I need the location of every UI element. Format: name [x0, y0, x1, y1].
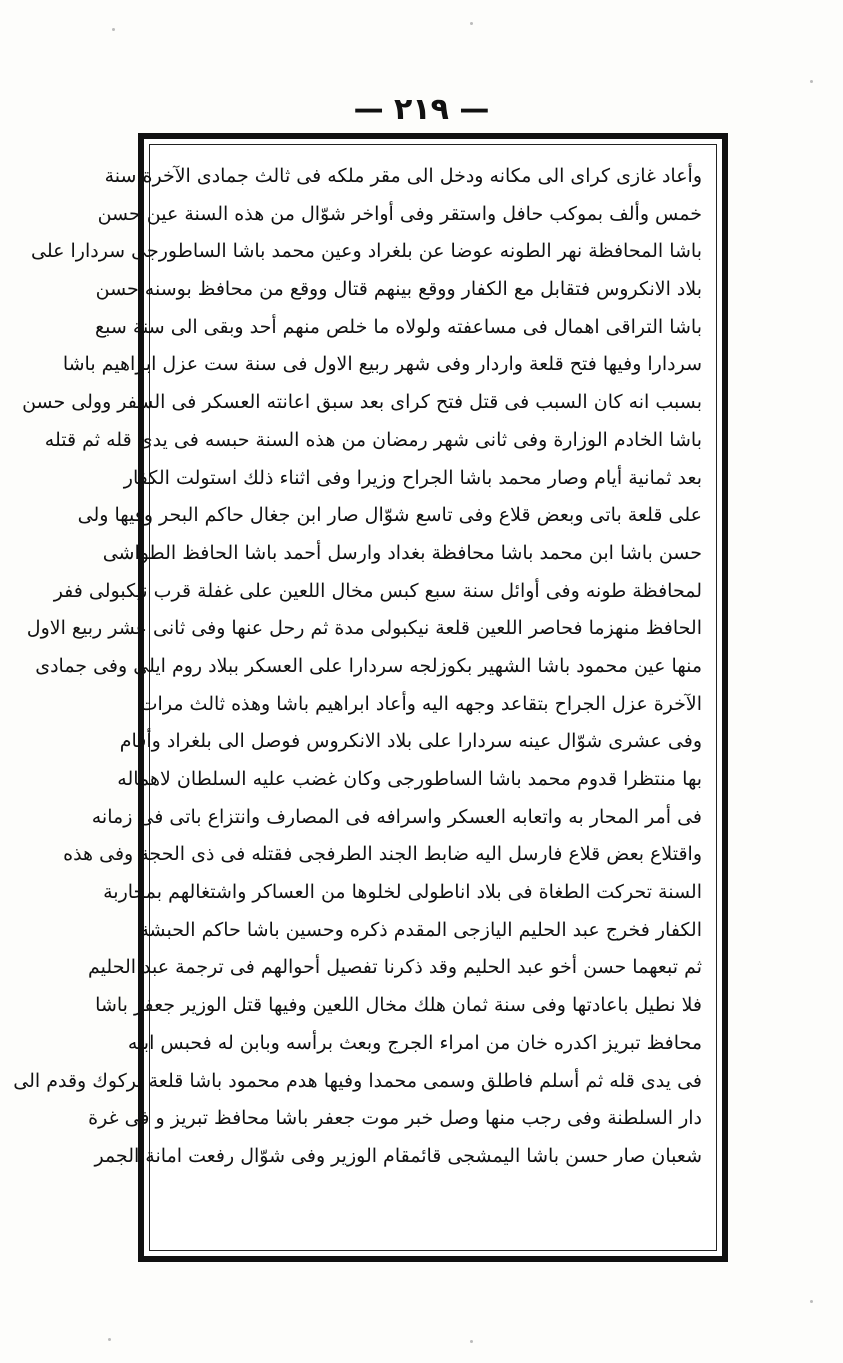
text-line: بسبب انه كان السبب فى قتل فتح كراى بعد سبق اعانته العسكر فى السفر وولى حسن [22, 391, 702, 414]
page-number: — ٢١٩ — [353, 92, 490, 127]
text-line: الحافظ منهزما فحاصر اللعين قلعة نيكبولى مدة ثم رحل عنها وفى ثانى عشر ربيع الاول [26, 617, 702, 640]
text-line: لمحافظة طونه وفى أوائل سنة سبع كبس مخال اللعين على غفلة قرب نيكبولى ففر [53, 579, 702, 602]
text-frame-inner-border [13, 144, 717, 1251]
text-line: منها عين محمود باشا الشهير بكوزلجه سردارا على العسكر ببلاد روم ايلى وفى جمادى [35, 654, 702, 677]
text-line: سردارا وفيها فتح قلعة واردار وفى شهر ربيع الاول فى سنة ست عزل ابراهيم باشا [62, 353, 702, 376]
text-line: فلا نطيل باعادتها وفى سنة ثمان هلك مخال اللعين وفيها قتل الوزير جعفر باشا [95, 994, 702, 1017]
text-line: فى يدى قله ثم أسلم فاطلق وسمى محمدا وفيها هدم محمود باشا قلعة يركوك وقدم الى [13, 1069, 702, 1092]
text-line: باشا التراقى اهمال فى مساعفته ولولاه ما خلص منهم أحد وبقى الى سنة سبع [95, 315, 702, 338]
text-line: ثم تبعهما حسن أخو عبد الحليم وقد ذكرنا تفصيل أحوالهم فى ترجمة عبد الحليم [88, 956, 702, 979]
text-line: محافظ تبريز اكدره خان من امراء الجرج وبعث برأسه وبابن له فحبس ابنه [127, 1031, 702, 1054]
text-line: الكفار فخرج عبد الحليم اليازجى المقدم ذكره وحسين باشا حاكم الحبشة [139, 918, 702, 941]
text-line: بها منتظرا قدوم محمد باشا الساطورجى وكان غضب عليه السلطان لاهماله [117, 768, 702, 790]
text-line: على قلعة باتى وبعض قلاع وفى تاسع شوّال صار ابن جغال حاكم البحر وفيها ولى [77, 504, 702, 527]
scan-speck [112, 28, 115, 31]
text-line: دار السلطنة وفى رجب منها وصل خبر موت جعفر باشا محافظ تبريز و فى غرة [88, 1107, 702, 1130]
scan-speck [810, 80, 813, 83]
text-line: خمس وألف بموكب حافل واستقر وفى أواخر شوّال من هذه السنة عين حسن [97, 202, 702, 225]
text-body [13, 158, 702, 1176]
scan-speck [108, 1338, 111, 1341]
text-line: حسن باشا ابن محمد باشا محافظة بغداد وارسل أحمد باشا الحافظ الطواشى [102, 541, 702, 564]
text-line: وفى عشرى شوّال عينه سردارا على بلاد الانكروس فوصل الى بلغراد وأقام [119, 730, 702, 753]
text-line: وأعاد غازى كراى الى مكانه ودخل الى مقر ملكه فى ثالث جمادى الآخرة سنة [104, 165, 702, 187]
text-line: واقتلاع بعض قلاع فارسل اليه ضابط الجند الطرفجى فقتله فى ذى الحجة وفى هذه [63, 843, 702, 866]
text-frame [13, 133, 728, 1262]
text-line: بلاد الانكروس فتقابل مع الكفار ووقع بينهم قتال ووقع من محافظ بوسنه حسن [95, 278, 702, 301]
text-line: شعبان صار حسن باشا اليمشجى قائمقام الوزير وفى شوّال رفعت امانة الجمر [94, 1144, 702, 1167]
text-line: السنة تحركت الطغاة فى بلاد اناطولى لخلوها من العساكر واشتغالهم بمحاربة [103, 881, 702, 904]
text-line: باشا المحافظة نهر الطونه عوضا عن بلغراد وعين محمد باشا الساطورجى سردارا على [31, 240, 702, 263]
scan-speck [470, 1340, 473, 1343]
scan-speck [810, 1300, 813, 1303]
scan-speck [470, 22, 473, 25]
text-line: فى أمر المحار به واتعابه العسكر واسرافه فى المصارف وانتزاع باتى فى زمانه [91, 805, 702, 828]
text-line: الآخرة عزل الجراح بتقاعد وجهه اليه وأعاد ابراهيم باشا وهذه ثالث مرات [139, 692, 702, 715]
text-line: بعد ثمانية أيام وصار محمد باشا الجراح وزيرا وفى اثناء ذلك استولت الكفار [123, 466, 702, 489]
text-line: باشا الخادم الوزارة وفى ثانى شهر رمضان من هذه السنة حبسه فى يدى قله ثم قتله [44, 428, 702, 451]
